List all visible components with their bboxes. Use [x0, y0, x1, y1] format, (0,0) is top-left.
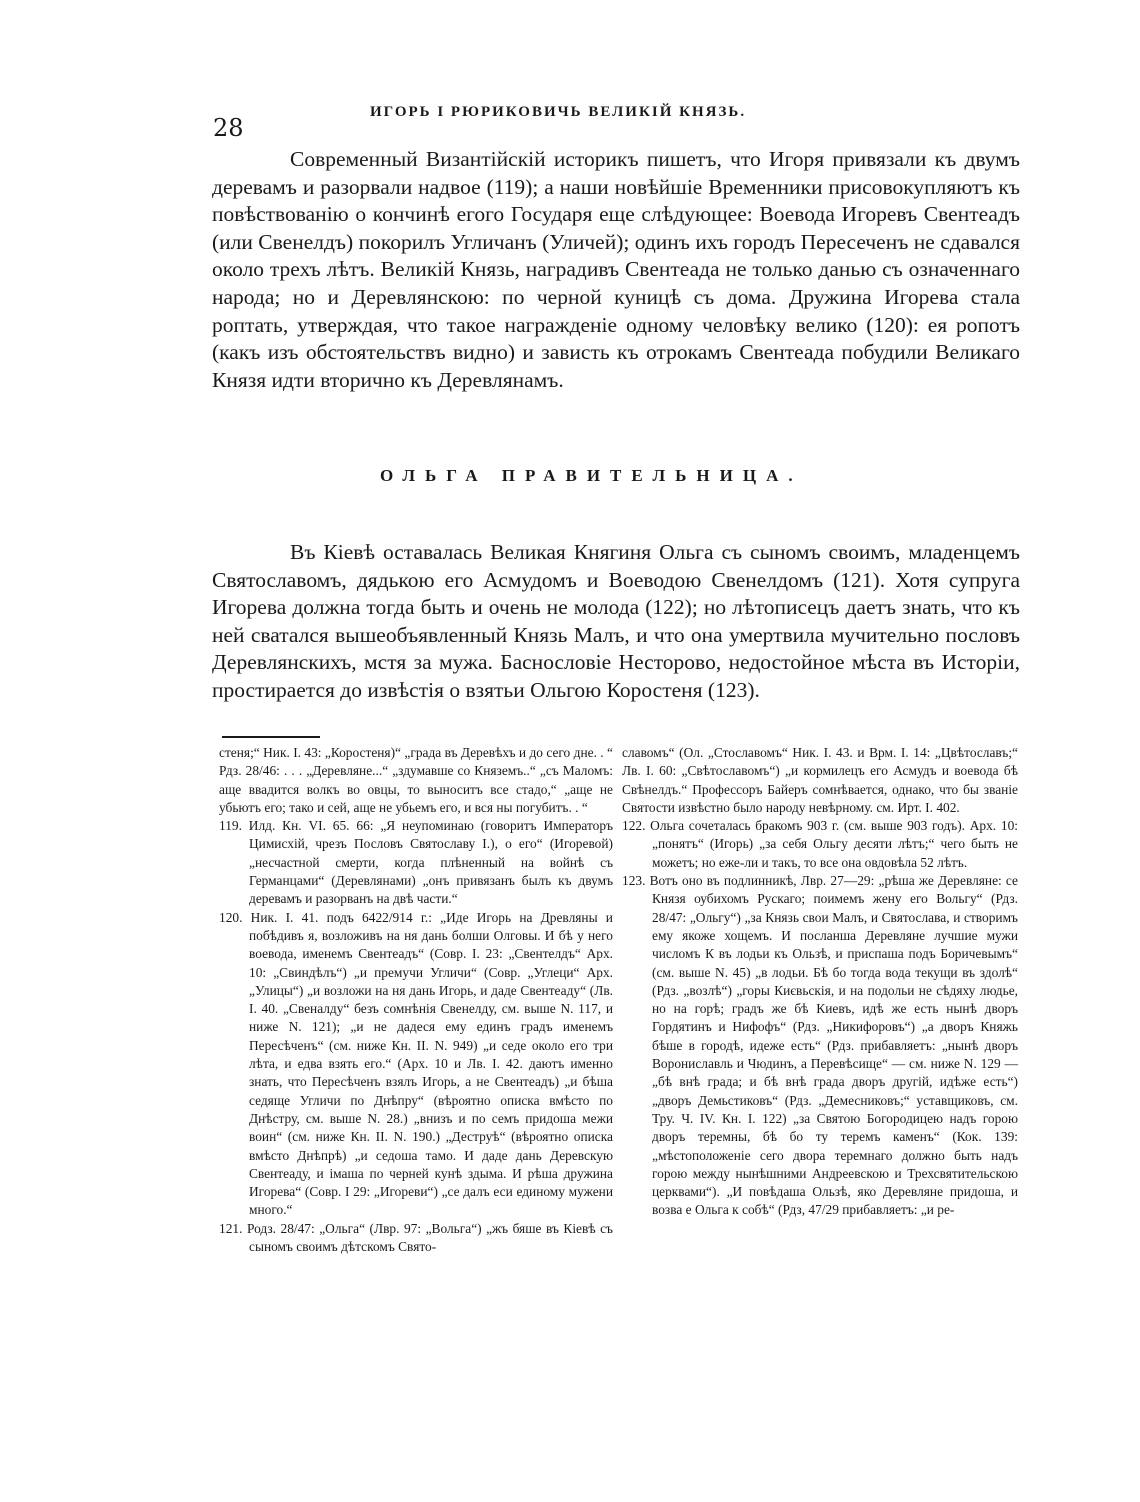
footnote-text: славомъ“ (Ол. „Стославомъ“ Ник. І. 43. и Врм. І. 14: „Цвѣтославъ;“ Лв. І. 60: „Свѣтославомъ“) „и кормилецъ его Асмудъ и воевода бѣ Свѣнелдъ.“ Профессоръ Байеръ сомнѣвается, однако, что бы званіе Святости извѣстно было народу невѣрному. см. Ирт. І. 402. [622, 745, 1018, 815]
footnote-divider [222, 736, 320, 738]
footnote-number: 119. [219, 818, 242, 834]
running-title: ИГОРЬ І РЮРИКОВИЧЬ ВЕЛИКІЙ КНЯЗЬ. [370, 104, 747, 120]
page-number: 28 [213, 114, 244, 142]
footnote-text: Вотъ оно въ подлинникѣ, Лвр. 27—29: „рѣша же Деревляне: се Князя оубихомъ Рускаго; поимемъ жену его Вольгу“ (Рдз. 28/47: „Ольгу“) „за Князь свои Малъ, и Святослава, и створимъ ему якоже хощемъ. И посланша Деревляне лучшие мужи числомъ К въ лодьи къ Ользѣ, и приспаша подъ Боричевымъ“ (см. выше N. 45) „в лодьи. Бѣ бо тогда вода текущи въ здолѣ“ (Рдз. „возлѣ“) „горы Києвьскія, и на подольи не сѣдяху людье, но на горѣ; градъ же бѣ Киевъ, идѣ же есть нынѣ дворъ Гордятинъ и Нифофъ“ (Рдз. „Никифоровъ“) „а дворъ Княжь бѣше в городѣ, идеже есть“ (Рдз. прибавляетъ: „нынѣ дворъ Ворониславль и Чюдинъ, а Перевѣсище“ — см. ниже N. 129 — „бѣ внѣ града; и бѣ внѣ града дворъ другій, идѣже есть“) „дворъ Демьстиковъ“ (Рдз. „Демесниковъ;“ уставщиковъ, см. Тру. Ч. ІV. Кн. І. 122) „за Святою Богородицею надъ горою дворъ теремны, бѣ бо ту теремъ каменъ“ (Кок. 139: „мѣстоположеніе сего двора теремнаго должно быть надъ горою между нынѣшними Андреевскою и Трехсвятительскою церквами“). „И повѣдаша Ользѣ, яко Деревляне придоша, и возва е Ольга к собѣ“ (Рдз, 47/29 прибавляетъ: „и ре- [649, 873, 1018, 1218]
footnote-text: Илд. Кн. VI. 65. 66: „Я неупоминаю (говоритъ Императоръ Цимисхій, чрезъ Пословъ Святославу І.), о его“ (Игоревой) „несчастной смерти, когда плѣненный на войнѣ съ Германцами“ (Деревлянами) „онъ привязанъ былъ къ двумъ деревамъ и разорванъ на двѣ части.“ [248, 818, 613, 907]
footnote-text: Родз. 28/47: „Ольга“ (Лвр. 97: „Вольга“) „жъ бяше въ Кіевѣ съ сыномъ своимъ дѣтскомъ Свято- [246, 1220, 613, 1255]
body-section-igor [212, 146, 1020, 394]
body-section-olga [212, 539, 1020, 705]
footnote-number: 120. [219, 909, 243, 925]
footnote-continuation [219, 744, 613, 817]
footnotes-left-column [219, 744, 613, 1256]
section-heading: ОЛЬГА ПРАВИТЕЛЬНИЦА. [380, 466, 803, 485]
footnote-120 [219, 909, 613, 1220]
footnote-text: Ольга сочеталась бракомъ 903 г. (см. выше 903 годъ). Арх. 10: „понятъ“ (Игорь) „за себя Ольгу десяти лѣтъ;“ чего быть не можетъ; но еже-ли и такъ, то все она овдовѣла 52 лѣтъ. [650, 818, 1018, 870]
footnote-number: 123. [622, 873, 646, 889]
footnote-122 [622, 817, 1018, 872]
footnote-number: 121. [219, 1220, 243, 1236]
footnote-121 [219, 1220, 613, 1257]
paragraph: Современный Византійскій историкъ пишетъ, что Игоря привязали къ двумъ деревамъ и разорвали надвое (119); а наши новѣйшіе Временники присовокупляютъ къ повѣствованію о кончинѣ егого Государя еще слѣдующее: Воевода Игоревъ Свентеадъ (или Свенелдъ) покорилъ Угличанъ (Уличей); одинъ ихъ городъ Пересеченъ не сдавался около трехъ лѣтъ. Великій Князь, наградивъ Свентеада не только данью съ означеннаго народа; но и Деревлянскою: по черной куницѣ съ дома. Дружина Игорева стала роптать, утверждая, что такое награжденіе одному человѣку велико (120): ея ропотъ (какъ изъ обстоятельствъ видно) и зависть къ отрокамъ Свентеада побудили Великаго Князя идти вторично къ Деревлянамъ. [212, 147, 1020, 392]
footnote-119 [219, 817, 613, 908]
footnote-123 [622, 872, 1018, 1220]
footnote-text: стеня;“ Ник. І. 43: „Коростеня)“ „града въ Деревѣхъ и до сего дне. . “ Рдз. 28/46: . . . „Деревляне...“ „здумавше со Княземъ..“ „съ Маломъ: аще ввадится волкъ во овцы, то выноситъ все стадо,“ „аще не убьютъ его; тако и сей, аще не убьемъ его, и вся ны погубитъ. . “ [219, 745, 613, 815]
paragraph: Въ Кіевѣ оставалась Великая Княгиня Ольга съ сыномъ своимъ, младенцемъ Святославомъ, дядькою его Асмудомъ и Воеводою Свенелдомъ (121). Хотя супруга Игорева должна тогда быть и очень не молода (122); но лѣтописецъ даетъ знать, что къ ней сватался вышеобъявленный Князь Малъ, и что она умертвила мучительно пословъ Деревлянскихъ, мстя за мужа. Баснословіе Несторово, недостойное мѣста въ Исторіи, простирается до извѣстія о взятьи Ольгою Коростеня (123). [212, 540, 1020, 702]
footnote-continuation [622, 744, 1018, 817]
footnote-text: Ник. І. 41. подъ 6422/914 г.: „Иде Игорь на Древляны и побѣдивъ я, возложивъ на ня дань болши Олговы. И бѣ у него воевода, именемъ Свентеадъ“ (Совр. І. 23: „Свентелдъ“ Арх. 10: „Свиндѣлъ“) „и премучи Угличи“ (Совр. „Углеци“ Арх. „Улицы“) „и возложи на ня дань Игорь, и даде Свентеаду“ (Лв. І. 40. „Свеналду“ безъ сомнѣнія Свенелду, см. выше N. 117, и ниже N. 121); „и не дадеся ему единъ градъ именемъ Пересѣченъ“ (см. ниже Кн. II. N. 949) „и седе около его три лѣта, и едва взять его.“ (Арх. 10 и Лв. І. 42. даютъ именно знать, что Пересѣченъ взялъ Игорь, а не Свентеадъ) „и бѣша седяще Угличи по Днѣпру“ (вѣроятно описка вмѣсто по Днѣстру, см. выше N. 28.) „внизъ и по семъ придоша межи воин“ (см. ниже Кн. II. N. 190.) „Деструѣ“ (вѣроятно описка вмѣсто Днѣпрѣ) „и седоша тамо. И даде дань Деревскую Свентеаду, и імаша по черней кунѣ здыма. И рѣша дружина Игорева“ (Совр. І 29: „Игореви“) „се далъ еси единому мужени много.“ [249, 909, 613, 1218]
footnote-number: 122. [622, 818, 646, 834]
footnotes-right-column [622, 744, 1018, 1220]
